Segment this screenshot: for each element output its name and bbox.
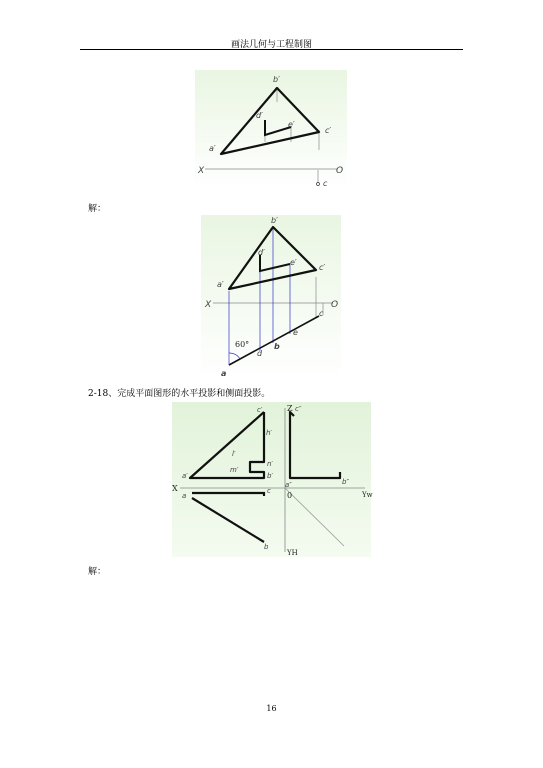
label-e-prime: e′ bbox=[288, 120, 295, 129]
label-a-double-prime: a″ bbox=[285, 481, 292, 489]
label-c-prime: c′ bbox=[325, 126, 332, 135]
page-number: 16 bbox=[266, 704, 277, 713]
figure-1-svg bbox=[195, 70, 347, 188]
label-origin: 0 bbox=[287, 491, 293, 500]
running-header: 画法几何与工程制图 bbox=[230, 40, 312, 50]
label-e: e bbox=[293, 328, 298, 337]
label-x-axis: X bbox=[172, 484, 178, 493]
label-d-prime: d′ bbox=[258, 248, 265, 257]
label-a-prime: a′ bbox=[209, 144, 216, 153]
label-b: b bbox=[264, 543, 269, 551]
label-m-prime: m′ bbox=[230, 466, 239, 474]
figure-2-svg bbox=[201, 215, 341, 380]
label-yw-axis: Yw bbox=[362, 491, 373, 499]
figure-3-plane-figure bbox=[172, 402, 371, 557]
label-n-prime: n′ bbox=[267, 460, 274, 468]
figure-1-triangle-projection bbox=[195, 70, 347, 188]
label-a-prime: a′ bbox=[182, 472, 188, 480]
label-c-double-prime: c″ bbox=[295, 405, 302, 413]
label-a: a bbox=[182, 492, 187, 500]
solution-label-1: 解： bbox=[88, 204, 107, 214]
label-b-prime: b′ bbox=[271, 216, 278, 225]
label-x-axis: X bbox=[198, 166, 205, 176]
label-b-prime: b′ bbox=[273, 75, 280, 84]
label-d-prime: d′ bbox=[256, 111, 263, 120]
label-c: c bbox=[319, 309, 324, 318]
figure-2-background bbox=[201, 215, 341, 380]
label-c-prime: c′ bbox=[257, 406, 263, 414]
label-z-axis: Z bbox=[287, 404, 293, 413]
label-origin: O bbox=[331, 300, 339, 310]
header-rule bbox=[80, 49, 463, 50]
problem-2-18-text: 2-18、完成平面图形的水平投影和侧面投影。 bbox=[88, 389, 271, 399]
label-a-prime: a′ bbox=[217, 280, 224, 289]
label-a: a bbox=[221, 369, 227, 378]
label-e-prime: e′ bbox=[290, 258, 297, 267]
label-b-prime: b′ bbox=[267, 472, 274, 480]
label-b-double-prime: b″ bbox=[342, 478, 350, 486]
label-origin: O bbox=[336, 166, 344, 176]
solution-label-2: 解： bbox=[88, 567, 107, 577]
label-b: b bbox=[274, 342, 280, 351]
label-l-prime: l′ bbox=[232, 450, 236, 458]
label-c-prime: c′ bbox=[319, 263, 326, 272]
label-angle: 60° bbox=[235, 340, 250, 349]
label-yh-axis: YH bbox=[287, 549, 298, 557]
label-c: c bbox=[323, 179, 328, 188]
label-c: c bbox=[267, 487, 271, 495]
label-x-axis: X bbox=[205, 300, 212, 310]
label-d: d bbox=[257, 349, 263, 358]
figure-2-solution bbox=[201, 215, 341, 380]
figure-3-svg bbox=[172, 402, 371, 557]
label-h-prime: h′ bbox=[266, 429, 273, 437]
